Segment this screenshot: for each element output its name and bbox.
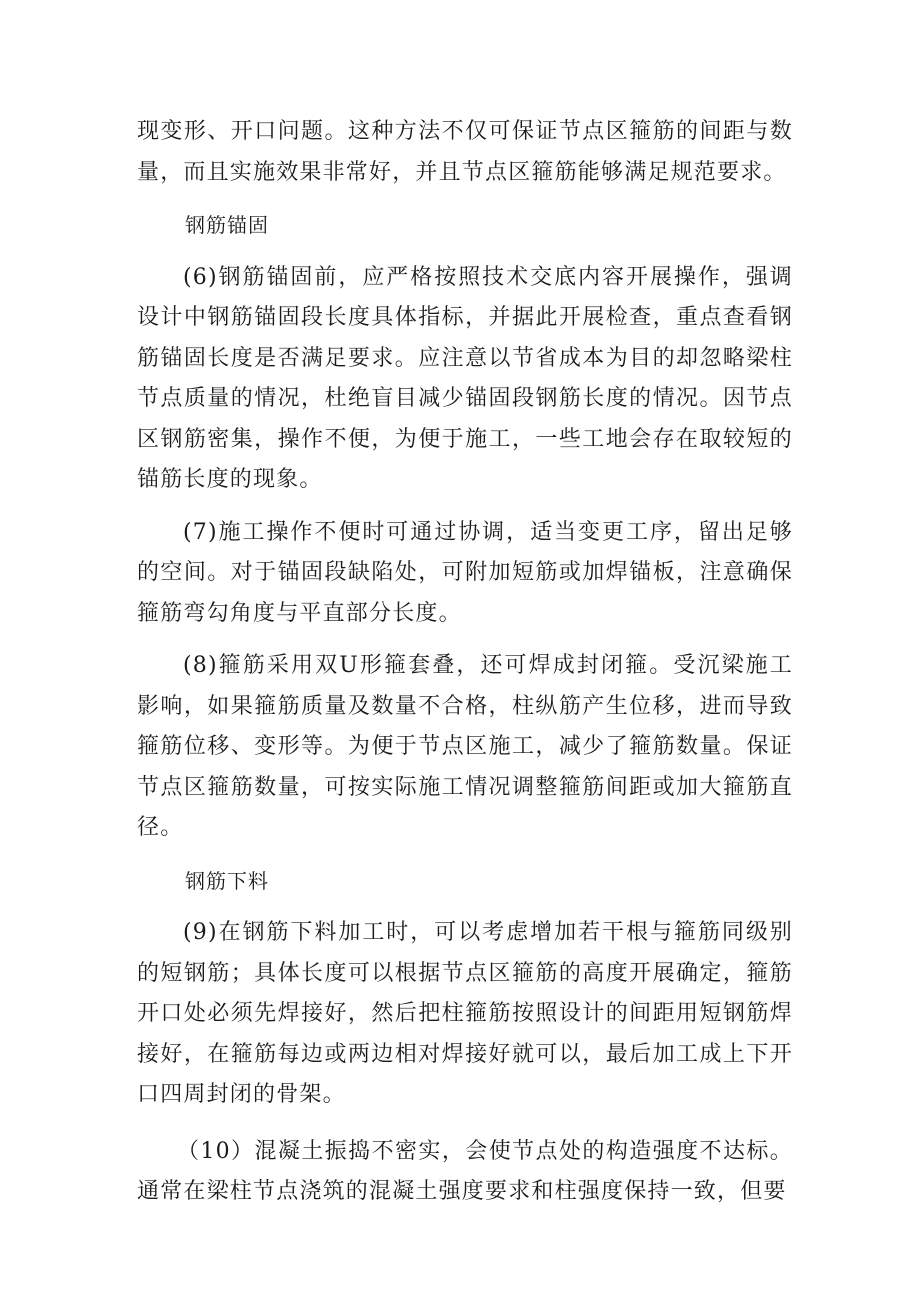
- document-page: [137, 112, 793, 1213]
- section-heading-anchorage: 钢筋锚固: [185, 213, 269, 237]
- paragraph-item-7: (7)施工操作不便时可通过协调，适当变更工序，留出足够的空间。对于锚固段缺陷处，可附加短筋或加焊锚板，注意确保箍筋弯勾角度与平直部分长度。: [137, 519, 793, 626]
- paragraph-item-10: （10）混凝土振捣不密实，会使节点处的构造强度不达标。通常在梁柱节点浇筑的混凝土强度要求和柱强度保持一致，但要: [137, 1138, 793, 1204]
- section-heading-cutting: 钢筋下料: [185, 868, 269, 893]
- paragraph-item-6: (6)钢筋锚固前，应严格按照技术交底内容开展操作，强调设计中钢筋锚固段长度具体指标，并据此开展检查，重点查看钢筋锚固长度是否满足要求。应注意以节省成本为目的却忽略梁柱节点质量的情况，杜绝盲目减少锚固段钢筋长度的情况。因节点区钢筋密集，操作不便，为便于施工，一些工地会存在取较短的锚筋长度的现象。: [137, 264, 793, 492]
- paragraph-item-9: (9)在钢筋下料加工时，可以考虑增加若干根与箍筋同级别的短钢筋；具体长度可以根据节点区箍筋的高度开展确定，箍筋开口处必须先焊接好，然后把柱箍筋按照设计的间距用短钢筋焊接好，在箍筋每边或两边相对焊接好就可以，最后加工成上下开口四周封闭的骨架。: [137, 920, 793, 1107]
- paragraph-continuation: 现变形、开口问题。这种方法不仅可保证节点区箍筋的间距与数量，而且实施效果非常好，并且节点区箍筋能够满足规范要求。: [137, 119, 793, 185]
- paragraph-item-8: (8)箍筋采用双U形箍套叠，还可焊成封闭箍。受沉梁施工影响，如果箍筋质量及数量不合格，柱纵筋产生位移，进而导致箍筋位移、变形等。为便于节点区施工，减少了箍筋数量。保证节点区箍筋数量，可按实际施工情况调整箍筋间距或加大箍筋直径。: [137, 653, 793, 840]
